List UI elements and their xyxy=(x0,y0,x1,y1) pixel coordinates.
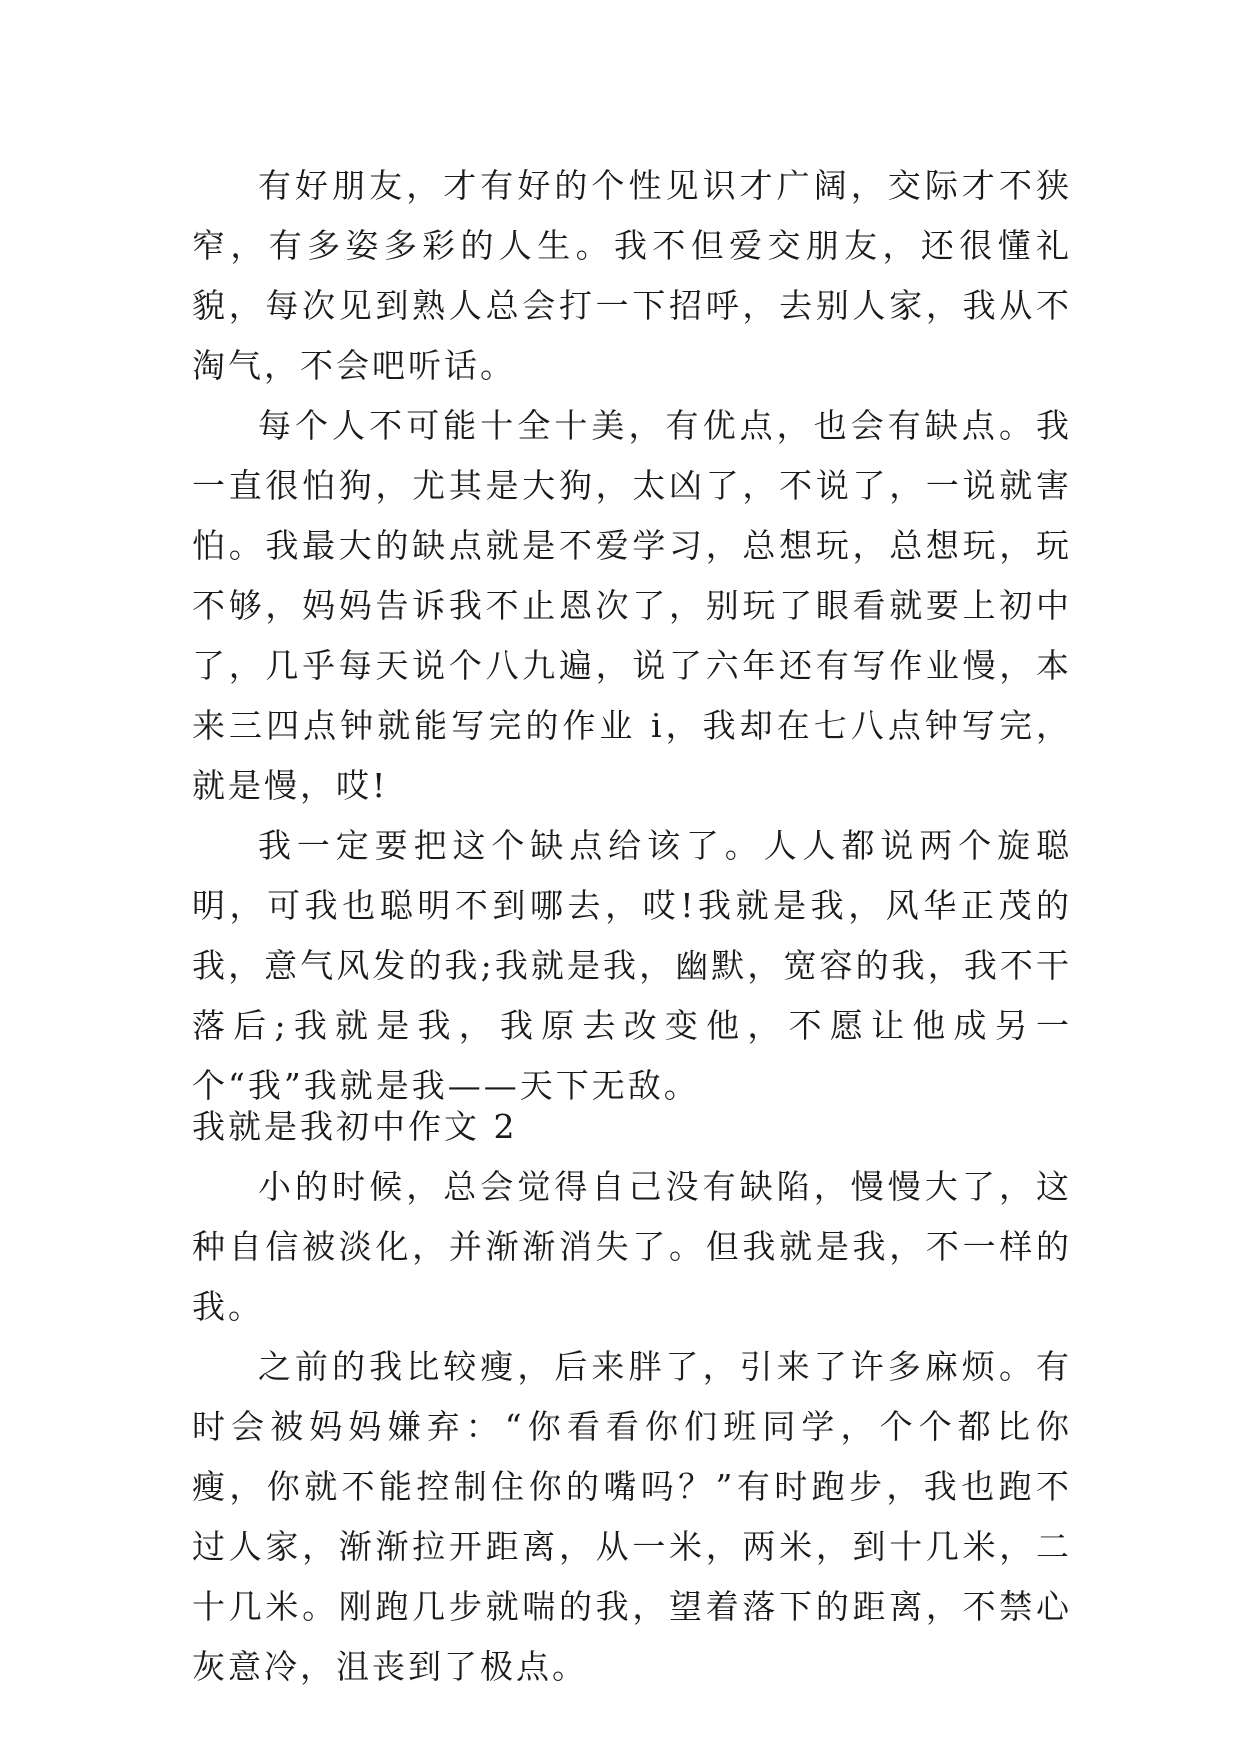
paragraph: 有好朋友，才有好的个性见识才广阔，交际才不狭窄，有多姿多彩的人生。我不但爱交朋友，还很懂礼貌，每次见到熟人总会打一下招呼，去别人家，我从不淘气，不会吧听话。 xyxy=(192,166,1072,385)
paragraph: 小的时候，总会觉得自己没有缺陷，慢慢大了，这种自信被淡化，并渐渐消失了。但我就是我，不一样的我。 xyxy=(192,1167,1072,1326)
essay-1-tail xyxy=(192,156,1072,1116)
essay-2 xyxy=(192,1097,1072,1697)
essay-title: 我就是我初中作文 2 xyxy=(192,1107,518,1146)
paragraph: 我一定要把这个缺点给该了。人人都说两个旋聪明，可我也聪明不到哪去，哎!我就是我，风华正茂的我，意气风发的我;我就是我，幽默，宽容的我，我不干落后;我就是我，我原去改变他，不愿让他成另一个“我”我就是我——天下无敌。 xyxy=(192,826,1072,1105)
paragraph: 每个人不可能十全十美，有优点，也会有缺点。我一直很怕狗，尤其是大狗，太凶了，不说了，一说就害怕。我最大的缺点就是不爱学习，总想玩，总想玩，玩不够，妈妈告诉我不止恩次了，别玩了眼看就要上初中了，几乎每天说个八九遍，说了六年还有写作业慢，本来三四点钟就能写完的作业 i，我却在七八点钟写完，就是慢，哎! xyxy=(192,406,1072,805)
paragraph: 之前的我比较瘦，后来胖了，引来了许多麻烦。有时会被妈妈嫌弃：“你看看你们班同学，个个都比你瘦，你就不能控制住你的嘴吗？”有时跑步，我也跑不过人家，渐渐拉开距离，从一米，两米，到十几米，二十几米。刚跑几步就喘的我，望着落下的距离，不禁心灰意冷，沮丧到了极点。 xyxy=(192,1347,1072,1686)
